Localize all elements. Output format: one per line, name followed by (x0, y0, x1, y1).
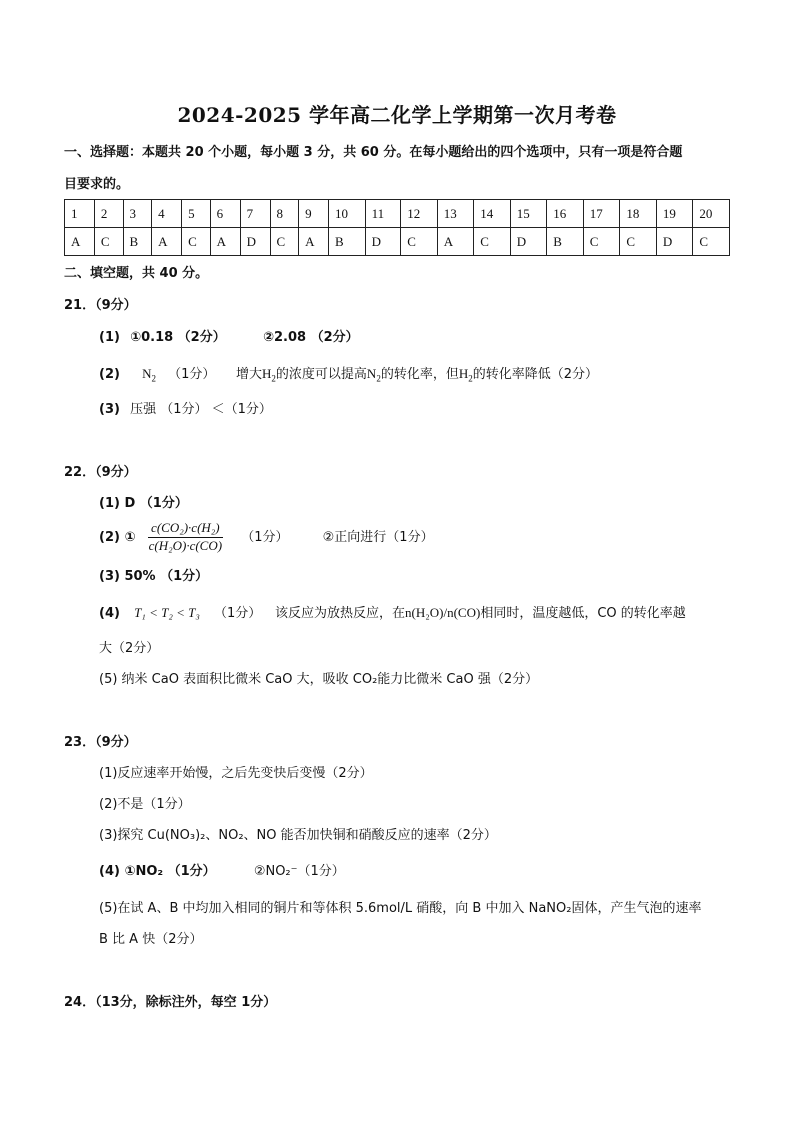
answer-table-number-cell: 16 (547, 200, 584, 228)
answer-table-number-cell: 11 (365, 200, 401, 228)
answer-table-number-cell: 4 (152, 200, 182, 228)
answer-table-answer-cell: C (182, 228, 211, 256)
answer-table-number-cell: 17 (583, 200, 620, 228)
answer-table-answer-cell: C (583, 228, 620, 256)
q21-part2-label: (2) (99, 367, 120, 382)
q21-part1-answer-a: ①0.18 （2分） (130, 330, 226, 345)
answer-table-answer-cell: D (240, 228, 270, 256)
q22-part2-label: (2) ① (99, 529, 136, 545)
answer-table (64, 199, 730, 256)
q22-part2 (99, 521, 434, 554)
q23-part5-line1: (5)在试 A、B 中均加入相同的铜片和等体积 5.6mol/L 硝酸，向 B 中加入 NaNO₂固体，产生气泡的速率 (99, 901, 702, 916)
q22-part4-ratio: n(H₂O)/n(CO) (405, 605, 481, 620)
answer-table-number-cell: 8 (270, 200, 299, 228)
q22-part2-points: （1分） (241, 529, 289, 545)
answer-table-number-cell: 15 (510, 200, 547, 228)
answer-table-answer-cell: A (152, 228, 182, 256)
q22-part4-label: (4) (99, 606, 120, 621)
q21-part1-answer-b: ②2.08 （2分） (263, 330, 359, 345)
answer-table-answer-cell: B (547, 228, 584, 256)
answer-table-answer-cell: C (94, 228, 123, 256)
q23-part4-answer-b: ②NO₂⁻（1分） (253, 864, 345, 879)
section1-instructions-line2: 目要求的。 (64, 177, 130, 192)
q22-part4-explanation: 该反应为放热反应，在n(H₂O)/n(CO)相同时，温度越低，CO 的转化率越 (275, 605, 686, 621)
answer-table-answer-cell: C (620, 228, 657, 256)
q21-part2 (99, 366, 215, 384)
q22-part4-line2: 大（2分） (99, 641, 160, 656)
answer-table-answer-cell: A (210, 228, 240, 256)
q23-heading: 23．（9分） (64, 735, 137, 750)
answer-table-number-cell: 5 (182, 200, 211, 228)
answer-table-number-cell: 3 (123, 200, 152, 228)
q23-part4-answer-a: (4) ①NO₂ （1分） (99, 864, 216, 879)
answer-table-number-row (65, 200, 730, 228)
q21-part2-points: （1分） (168, 367, 216, 382)
q21-part1-label: (1) (99, 330, 120, 345)
answer-table-answer-cell: C (401, 228, 438, 256)
q21-part1 (99, 330, 226, 346)
answer-table-answer-cell: B (329, 228, 366, 256)
q22-part3: (3) 50% （1分） (99, 569, 209, 584)
q22-equilibrium-constant-fraction (146, 521, 225, 554)
q23-part3: (3)探究 Cu(NO₃)₂、NO₂、NO 能否加快铜和硝酸反应的速率（2分） (99, 828, 497, 843)
answer-table-number-cell: 6 (210, 200, 240, 228)
answer-table-number-cell: 19 (656, 200, 693, 228)
q22-part5: (5) 纳米 CaO 表面积比微米 CaO 大，吸收 CO₂能力比微米 CaO 强（2分） (99, 672, 539, 687)
answer-table-number-cell: 12 (401, 200, 438, 228)
answer-table-answer-cell: C (474, 228, 511, 256)
q21-part2-explanation: 增大$H_2$的浓度可以提高$N_2$的转化率，但$H_2$的转化率降低（2分） (236, 366, 598, 384)
answer-table-number-cell: 18 (620, 200, 657, 228)
answer-table-number-cell: 1 (65, 200, 95, 228)
section2-heading: 二、填空题，共 40 分。 (64, 266, 209, 281)
q22-part4 (99, 605, 261, 622)
q21-heading: 21．（9分） (64, 298, 137, 313)
q22-part4-temperature-order: T₁ < T₂ < T₃ (134, 605, 200, 620)
answer-table-answer-cell: A (437, 228, 474, 256)
q23-part4 (99, 864, 345, 880)
q21-part3-answer: 压强 （1分） ＜（1分） (130, 402, 272, 417)
answer-table-answer-cell: A (65, 228, 95, 256)
q23-part5-line2: B 比 A 快（2分） (99, 932, 203, 947)
answer-table-answer-cell: C (693, 228, 730, 256)
answer-table-number-cell: 7 (240, 200, 270, 228)
q22-heading: 22．（9分） (64, 465, 137, 480)
q21-part3-label: (3) (99, 402, 120, 417)
answer-table-number-cell: 20 (693, 200, 730, 228)
section1-instructions-line1: 一、选择题：本题共 20 个小题，每小题 3 分，共 60 分。在每小题给出的四个选项中，只有一项是符合题 (64, 145, 683, 160)
answer-table-number-cell: 2 (94, 200, 123, 228)
q22-part1: (1) D （1分） (99, 496, 188, 511)
q24-heading: 24．（13分，除标注外，每空 1分） (64, 995, 277, 1010)
q23-part1: (1)反应速率开始慢，之后先变快后变慢（2分） (99, 766, 373, 781)
q22-part4-points: （1分） (214, 606, 262, 621)
answer-table-number-cell: 10 (329, 200, 366, 228)
answer-table-answer-cell: C (270, 228, 299, 256)
fraction-numerator: c(CO₂)·c(H₂) (148, 521, 223, 538)
q23-part2: (2)不是（1分） (99, 797, 191, 812)
page-title: 2024-2025 学年高二化学上学期第一次月考卷 (177, 103, 617, 127)
answer-table-answer-cell: B (123, 228, 152, 256)
answer-table-answer-cell: D (365, 228, 401, 256)
answer-table-number-cell: 9 (299, 200, 329, 228)
answer-table-answer-cell: A (299, 228, 329, 256)
answer-table-answer-row (65, 228, 730, 256)
q21-part2-formula-n2: $N_2$ (142, 366, 156, 384)
answer-table-number-cell: 14 (474, 200, 511, 228)
answer-table-number-cell: 13 (437, 200, 474, 228)
answer-table-answer-cell: D (510, 228, 547, 256)
fraction-denominator: c(H₂O)·c(CO) (148, 537, 223, 553)
answer-table-answer-cell: D (656, 228, 693, 256)
q22-part2-answer-b: ②正向进行（1分） (322, 529, 434, 545)
q21-part3 (99, 402, 272, 418)
